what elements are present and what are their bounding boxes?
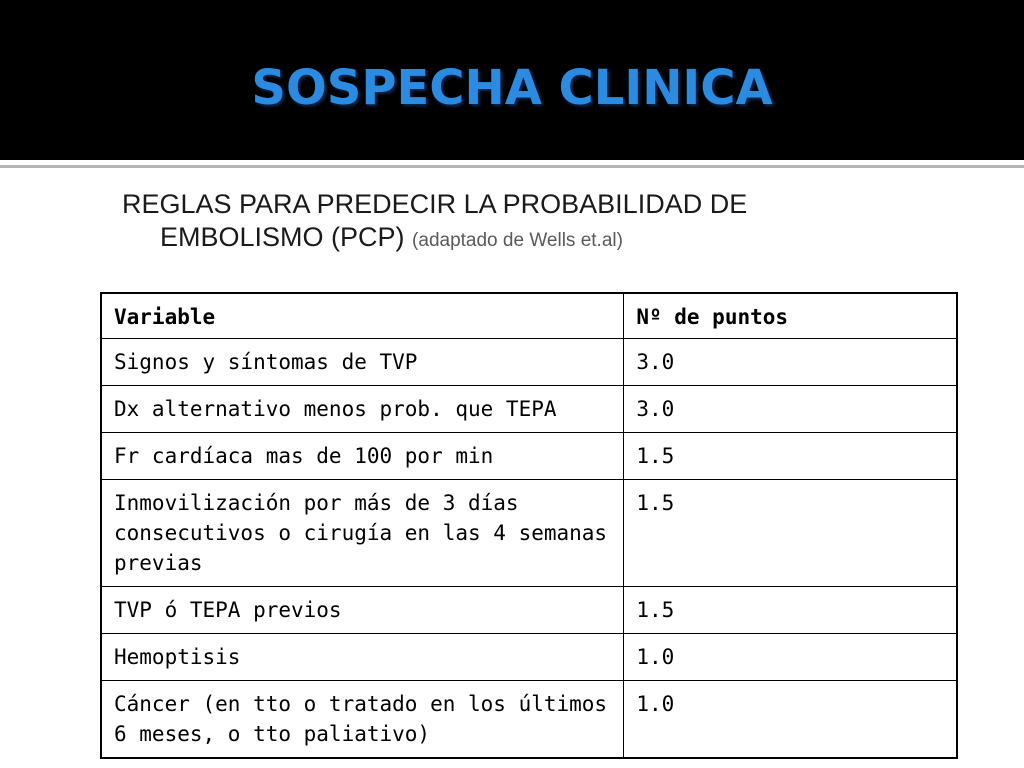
source-note: (adaptado de Wells et.al) [412, 230, 623, 251]
table-row [101, 339, 957, 386]
column-header-variable: Variable [101, 293, 624, 339]
slide-title: SOSPECHA CLINICA [251, 60, 773, 116]
cell-points: 1.5 [624, 433, 957, 480]
cell-variable: Inmovilización por más de 3 días consecutivos o cirugía en las 4 semanas previas [101, 480, 624, 587]
wells-score-table [100, 292, 958, 759]
title-bar [0, 0, 1024, 160]
cell-points: 1.0 [624, 681, 957, 759]
cell-points: 3.0 [624, 386, 957, 433]
table-header-row [101, 293, 957, 339]
subtitle-line-2: EMBOLISMO (PCP) [160, 222, 405, 252]
subtitle-line-1: REGLAS PARA PREDECIR LA PROBABILIDAD DE [122, 189, 748, 219]
cell-variable: TVP ó TEPA previos [101, 587, 624, 634]
cell-points: 1.5 [624, 480, 957, 587]
divider-line [0, 165, 1024, 168]
table-row [101, 634, 957, 681]
slide-subtitle [122, 188, 982, 257]
cell-variable: Dx alternativo menos prob. que TEPA [101, 386, 624, 433]
cell-points: 1.0 [624, 634, 957, 681]
table-row [101, 681, 957, 759]
cell-variable: Hemoptisis [101, 634, 624, 681]
cell-variable: Fr cardíaca mas de 100 por min [101, 433, 624, 480]
column-header-points: Nº de puntos [624, 293, 957, 339]
subtitle-line-2-wrap [122, 221, 982, 257]
table-row [101, 480, 957, 587]
cell-points: 3.0 [624, 339, 957, 386]
cell-variable: Signos y síntomas de TVP [101, 339, 624, 386]
table-row [101, 433, 957, 480]
table-row [101, 587, 957, 634]
table-row [101, 386, 957, 433]
cell-points: 1.5 [624, 587, 957, 634]
cell-variable: Cáncer (en tto o tratado en los últimos 6 meses, o tto paliativo) [101, 681, 624, 759]
